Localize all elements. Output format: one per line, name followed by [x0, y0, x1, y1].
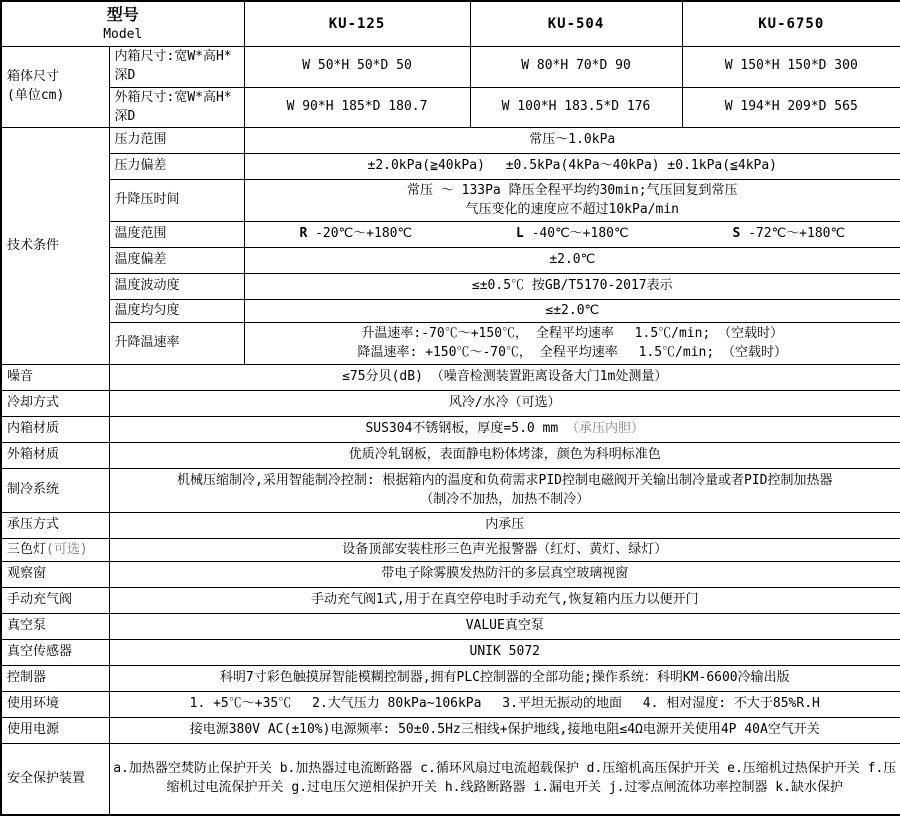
spec-row-vacuum-sensor: [1, 640, 900, 666]
pressure-time-line2: 气压变化的速度应不超过10kPa/min: [465, 201, 679, 217]
pressure-range-label: 压力范围: [109, 128, 244, 154]
pressure-time-label: 升降压时间: [109, 180, 244, 222]
model-header-cell: [1, 1, 244, 47]
row-value: 带电子除雾膜发热防汗的多层真空玻璃视窗: [109, 562, 900, 588]
pressure-deviation-label: 压力偏差: [109, 154, 244, 180]
model-ku504: KU-504: [470, 1, 682, 47]
spec-row-power: [1, 718, 900, 744]
temp-deviation-value: ±2.0℃: [244, 248, 900, 274]
temp-rate-value: [244, 323, 900, 365]
model-sublabel: Model: [103, 27, 143, 43]
outer-dim-ku6750: W 194*H 209*D 565: [682, 87, 900, 128]
row-label: 真空传感器: [1, 640, 109, 666]
row-label: 内箱材质: [1, 417, 109, 443]
row-value: 科明7寸彩色触摸屏智能模糊控制器,拥有PLC控制器的全部功能;操作系统：科明KM-6600冷输出版: [109, 666, 900, 692]
row-label: 使用电源: [1, 718, 109, 744]
spec-row-cooling: [1, 391, 900, 417]
temp-range-value: [244, 222, 900, 248]
temp-fluctuation-label: 温度波动度: [109, 274, 244, 300]
temp-uniformity-value: ≤±2.0℃: [244, 300, 900, 323]
row-label: 外箱材质: [1, 443, 109, 469]
model-label: 型号: [106, 5, 139, 24]
dimensions-group-cell: [1, 47, 109, 128]
inner-dim-ku6750: W 150*H 150*D 300: [682, 47, 900, 88]
row-value: SUS304不锈钢板，厚度=5.0 mm （承压内胆）: [109, 417, 900, 443]
outer-dim-label: 外箱尺寸:宽W*高H*深D: [109, 87, 244, 128]
row-label: 手动充气阀: [1, 588, 109, 614]
pressure-deviation-value: ±2.0kPa(≧40kPa) ±0.5kPa(4kPa～40kPa) ±0.1kPa(≦4kPa): [244, 154, 900, 180]
row-value: 风冷/水冷（可选）: [109, 391, 900, 417]
temp-rate-line1: 升温速率:-70℃～+150℃， 全程平均速率 1.5℃/min; （空载时）: [361, 326, 784, 342]
row-label: 噪音: [1, 365, 109, 391]
temp-deviation-row: [1, 248, 900, 274]
dimensions-group-label: 箱体尺寸: [7, 69, 60, 85]
header-row: [1, 1, 900, 47]
inner-dim-ku504: W 80*H 70*D 90: [470, 47, 682, 88]
pressure-time-row: [1, 180, 900, 222]
row-label: 制冷系统: [1, 469, 109, 513]
pressure-range-row: [1, 128, 900, 154]
row-value: ≤75分贝(dB) （噪音检测装置距离设备大门1m处测量）: [109, 365, 900, 391]
pressure-time-line1: 常压 ～ 133Pa 降压全程平均约30min;气压回复到常压: [406, 183, 738, 199]
row-value: VALUE真空泵: [109, 614, 900, 640]
pressure-range-value: 常压～1.0kPa: [244, 128, 900, 154]
inner-dimensions-row: [1, 47, 900, 88]
row-value: a.加热器空焚防止保护开关 b.加热器过电流断路器 c.循环风扇过电流超载保护 d.压缩机高压保护开关 e.压缩机过热保护开关 f.压缩机过电流保护开关 g.过电压欠逆相保护开关 h.线路断路器 i.漏电开关 j.过零点闸流体功率控制器 k.缺水保护: [109, 744, 900, 815]
row-value: 手动充气阀1式,用于在真空停电时手动充气,恢复箱内压力以便开门: [109, 588, 900, 614]
spec-row-tricolor-light: [1, 539, 900, 562]
row-label: 承压方式: [1, 513, 109, 539]
temp-uniformity-row: [1, 300, 900, 323]
spec-row-refrigeration: [1, 469, 900, 513]
temp-fluctuation-row: [1, 274, 900, 300]
temp-deviation-label: 温度偏差: [109, 248, 244, 274]
spec-row-inner-material: [1, 417, 900, 443]
inner-dim-label: 内箱尺寸:宽W*高H*深D: [109, 47, 244, 88]
model-ku6750: KU-6750: [682, 1, 900, 47]
temp-fluctuation-value: ≤±0.5℃ 按GB/T5170-2017表示: [244, 274, 900, 300]
temp-uniformity-label: 温度均匀度: [109, 300, 244, 323]
row-value: 设备顶部安装柱形三色声光报警器（红灯、黄灯、绿灯）: [109, 539, 900, 562]
temp-range-r: R -20℃～+180℃: [299, 226, 413, 242]
row-label: 冷却方式: [1, 391, 109, 417]
spec-row-vacuum-pump: [1, 614, 900, 640]
row-label: 使用环境: [1, 692, 109, 718]
refrigeration-line1: 机械压缩制冷,采用智能制冷控制: 根据箱内的温度和负荷需求PID控制电磁阀开关输出制冷量或者PID控制加热器: [177, 473, 833, 489]
row-label: 观察窗: [1, 562, 109, 588]
technical-group-label: 技术条件: [1, 128, 109, 365]
inner-material-note: （承压内胆）: [566, 421, 645, 437]
temp-rate-line2: 降温速率: +150℃～-70℃， 全程平均速率 1.5℃/min; （空载时）: [357, 344, 788, 360]
dimensions-group-sublabel: (单位cm): [7, 88, 65, 104]
spec-row-controller: [1, 666, 900, 692]
model-ku125: KU-125: [244, 1, 470, 47]
inner-dim-ku125: W 50*H 50*D 50: [244, 47, 470, 88]
row-value: 接电源380V AC(±10%)电源频率: 50±0.5Hz三相线+保护地线,接地电阻≤4Ω电源开关使用4P 40A空气开关: [109, 718, 900, 744]
spec-row-manual-valve: [1, 588, 900, 614]
row-value: 1. +5℃～+35℃ 2.大气压力 80kPa~106kPa 3.平坦无振动的地面 4. 相对湿度: 不大于85%R.H: [109, 692, 900, 718]
spec-row-pressure-bearing: [1, 513, 900, 539]
outer-dimensions-row: [1, 87, 900, 128]
tricolor-optional-note: (可选): [46, 541, 88, 557]
row-label: 真空泵: [1, 614, 109, 640]
temp-range-row: [1, 222, 900, 248]
row-label: 三色灯(可选): [1, 539, 109, 562]
row-value: 优质冷轧钢板，表面静电粉体烤漆，颜色为科明标准色: [109, 443, 900, 469]
pressure-time-value: [244, 180, 900, 222]
temp-range-l: L -40℃～+180℃: [515, 226, 629, 242]
temp-rate-label: 升降温速率: [109, 323, 244, 365]
row-label: 控制器: [1, 666, 109, 692]
spec-row-noise: [1, 365, 900, 391]
row-value: 内承压: [109, 513, 900, 539]
temp-range-s: S -72℃～+180℃: [732, 226, 846, 242]
outer-dim-ku504: W 100*H 183.5*D 176: [470, 87, 682, 128]
pressure-deviation-row: [1, 154, 900, 180]
spec-row-safety: [1, 744, 900, 815]
temp-rate-row: [1, 323, 900, 365]
outer-dim-ku125: W 90*H 185*D 180.7: [244, 87, 470, 128]
row-value: [109, 469, 900, 513]
row-value: UNIK 5072: [109, 640, 900, 666]
refrigeration-line2: （制冷不加热，加热不制冷）: [420, 491, 590, 507]
spec-row-outer-material: [1, 443, 900, 469]
temp-range-label: 温度范围: [109, 222, 244, 248]
spec-row-environment: [1, 692, 900, 718]
spec-row-window: [1, 562, 900, 588]
row-label: 安全保护装置: [1, 744, 109, 815]
